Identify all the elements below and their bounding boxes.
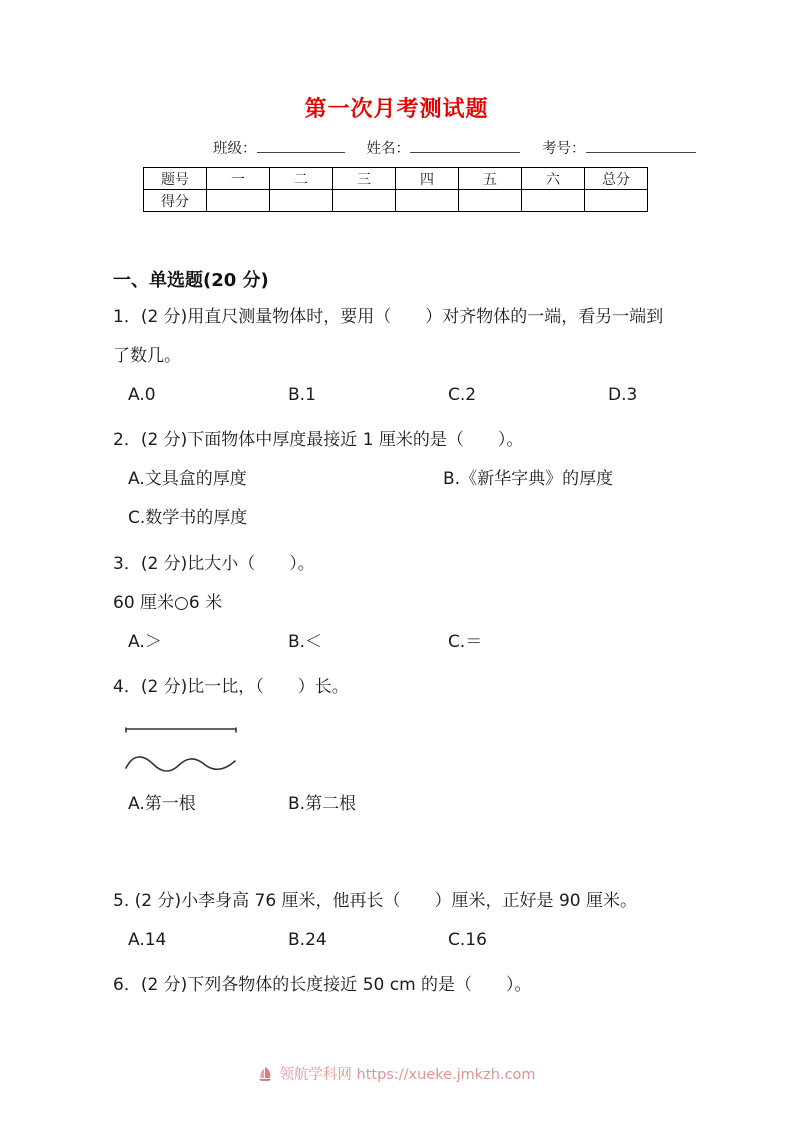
score-table-header-cell: 题号 bbox=[144, 168, 207, 190]
score-table-header-cell: 三 bbox=[333, 168, 396, 190]
question-2-options-row-2 bbox=[128, 499, 680, 538]
name-label: 姓名： bbox=[366, 141, 410, 157]
paper-content bbox=[0, 137, 793, 1005]
question-5-options bbox=[128, 921, 680, 960]
question-6 bbox=[113, 966, 680, 1005]
exam-no-blank-line bbox=[586, 138, 696, 153]
score-cell-empty bbox=[522, 190, 585, 212]
question-2 bbox=[113, 421, 680, 538]
score-cell-empty bbox=[270, 190, 333, 212]
score-table-header-cell: 一 bbox=[207, 168, 270, 190]
score-table-header-cell: 总分 bbox=[585, 168, 648, 190]
site-logo-icon bbox=[257, 1066, 273, 1086]
question-1-options bbox=[128, 376, 680, 415]
class-label: 班级： bbox=[213, 141, 257, 157]
question-6-text: 6．(2 分)下列各物体的长度接近 50 cm 的是（ ）。 bbox=[113, 975, 532, 996]
straight-line-icon bbox=[123, 722, 243, 738]
score-row-label-cell: 得分 bbox=[144, 190, 207, 212]
score-cell-empty bbox=[333, 190, 396, 212]
question-1-text: 1．(2 分)用直尺测量物体时，要用（ ）对齐物体的一端，看另一端到了数几。 bbox=[113, 307, 664, 367]
option: D.3 bbox=[608, 385, 638, 406]
option: A.第一根 bbox=[128, 793, 196, 814]
question-3-text: 3．(2 分)比大小（ ）。 bbox=[113, 553, 315, 574]
score-cell-empty bbox=[207, 190, 270, 212]
footer-watermark bbox=[0, 1063, 793, 1086]
question-1 bbox=[113, 298, 680, 415]
option: A.0 bbox=[128, 385, 156, 406]
footer-site-url: 领航学科网 https://xueke.jmkzh.com bbox=[279, 1067, 536, 1083]
question-5-text: 5. (2 分)小李身高 76 厘米，他再长（ ）厘米，正好是 90 厘米。 bbox=[113, 891, 637, 912]
straight-line-figure bbox=[123, 713, 680, 747]
score-table-score-row bbox=[144, 190, 648, 212]
score-table-header-cell: 六 bbox=[522, 168, 585, 190]
wavy-line-figure bbox=[123, 747, 680, 781]
question-4-options bbox=[128, 785, 680, 824]
option: C.＝ bbox=[448, 631, 483, 652]
question-2-text: 2．(2 分)下面物体中厚度最接近 1 厘米的是（ ）。 bbox=[113, 430, 524, 451]
option: B.第二根 bbox=[288, 793, 357, 814]
question-4-text: 4．(2 分)比一比，（ ）长。 bbox=[113, 676, 349, 697]
section-heading-single-choice: 一、单选题(20 分) bbox=[113, 270, 269, 291]
score-cell-empty bbox=[459, 190, 522, 212]
option: C.2 bbox=[448, 385, 477, 406]
score-table bbox=[143, 167, 648, 212]
question-3 bbox=[113, 545, 680, 662]
option: B.1 bbox=[288, 385, 316, 406]
option: C.16 bbox=[448, 930, 487, 951]
score-table-header-cell: 五 bbox=[459, 168, 522, 190]
option: B.24 bbox=[288, 930, 327, 951]
page-title: 第一次月考测试题 bbox=[304, 97, 489, 122]
option: A.14 bbox=[128, 930, 167, 951]
question-4 bbox=[113, 668, 680, 824]
score-table-header-row bbox=[144, 168, 648, 190]
option: A.＞ bbox=[128, 631, 162, 652]
score-cell-empty bbox=[396, 190, 459, 212]
question-3-options bbox=[128, 623, 680, 662]
option: B.《新华字典》的厚度 bbox=[443, 469, 614, 490]
option: B.＜ bbox=[288, 631, 323, 652]
question-4-figures bbox=[123, 713, 680, 781]
option: C.数学书的厚度 bbox=[128, 508, 248, 529]
question-2-options-row-1 bbox=[128, 460, 680, 499]
student-info-line bbox=[113, 137, 680, 158]
class-blank-line bbox=[257, 138, 345, 153]
wavy-line-icon bbox=[123, 750, 249, 778]
score-table-header-cell: 二 bbox=[270, 168, 333, 190]
name-blank-line bbox=[410, 138, 520, 153]
option: A.文具盒的厚度 bbox=[128, 469, 247, 490]
question-3-expression: 60 厘米○6 米 bbox=[113, 592, 223, 613]
score-cell-empty bbox=[585, 190, 648, 212]
exam-no-label: 考号： bbox=[542, 141, 586, 157]
score-table-header-cell: 四 bbox=[396, 168, 459, 190]
question-5 bbox=[113, 882, 680, 960]
